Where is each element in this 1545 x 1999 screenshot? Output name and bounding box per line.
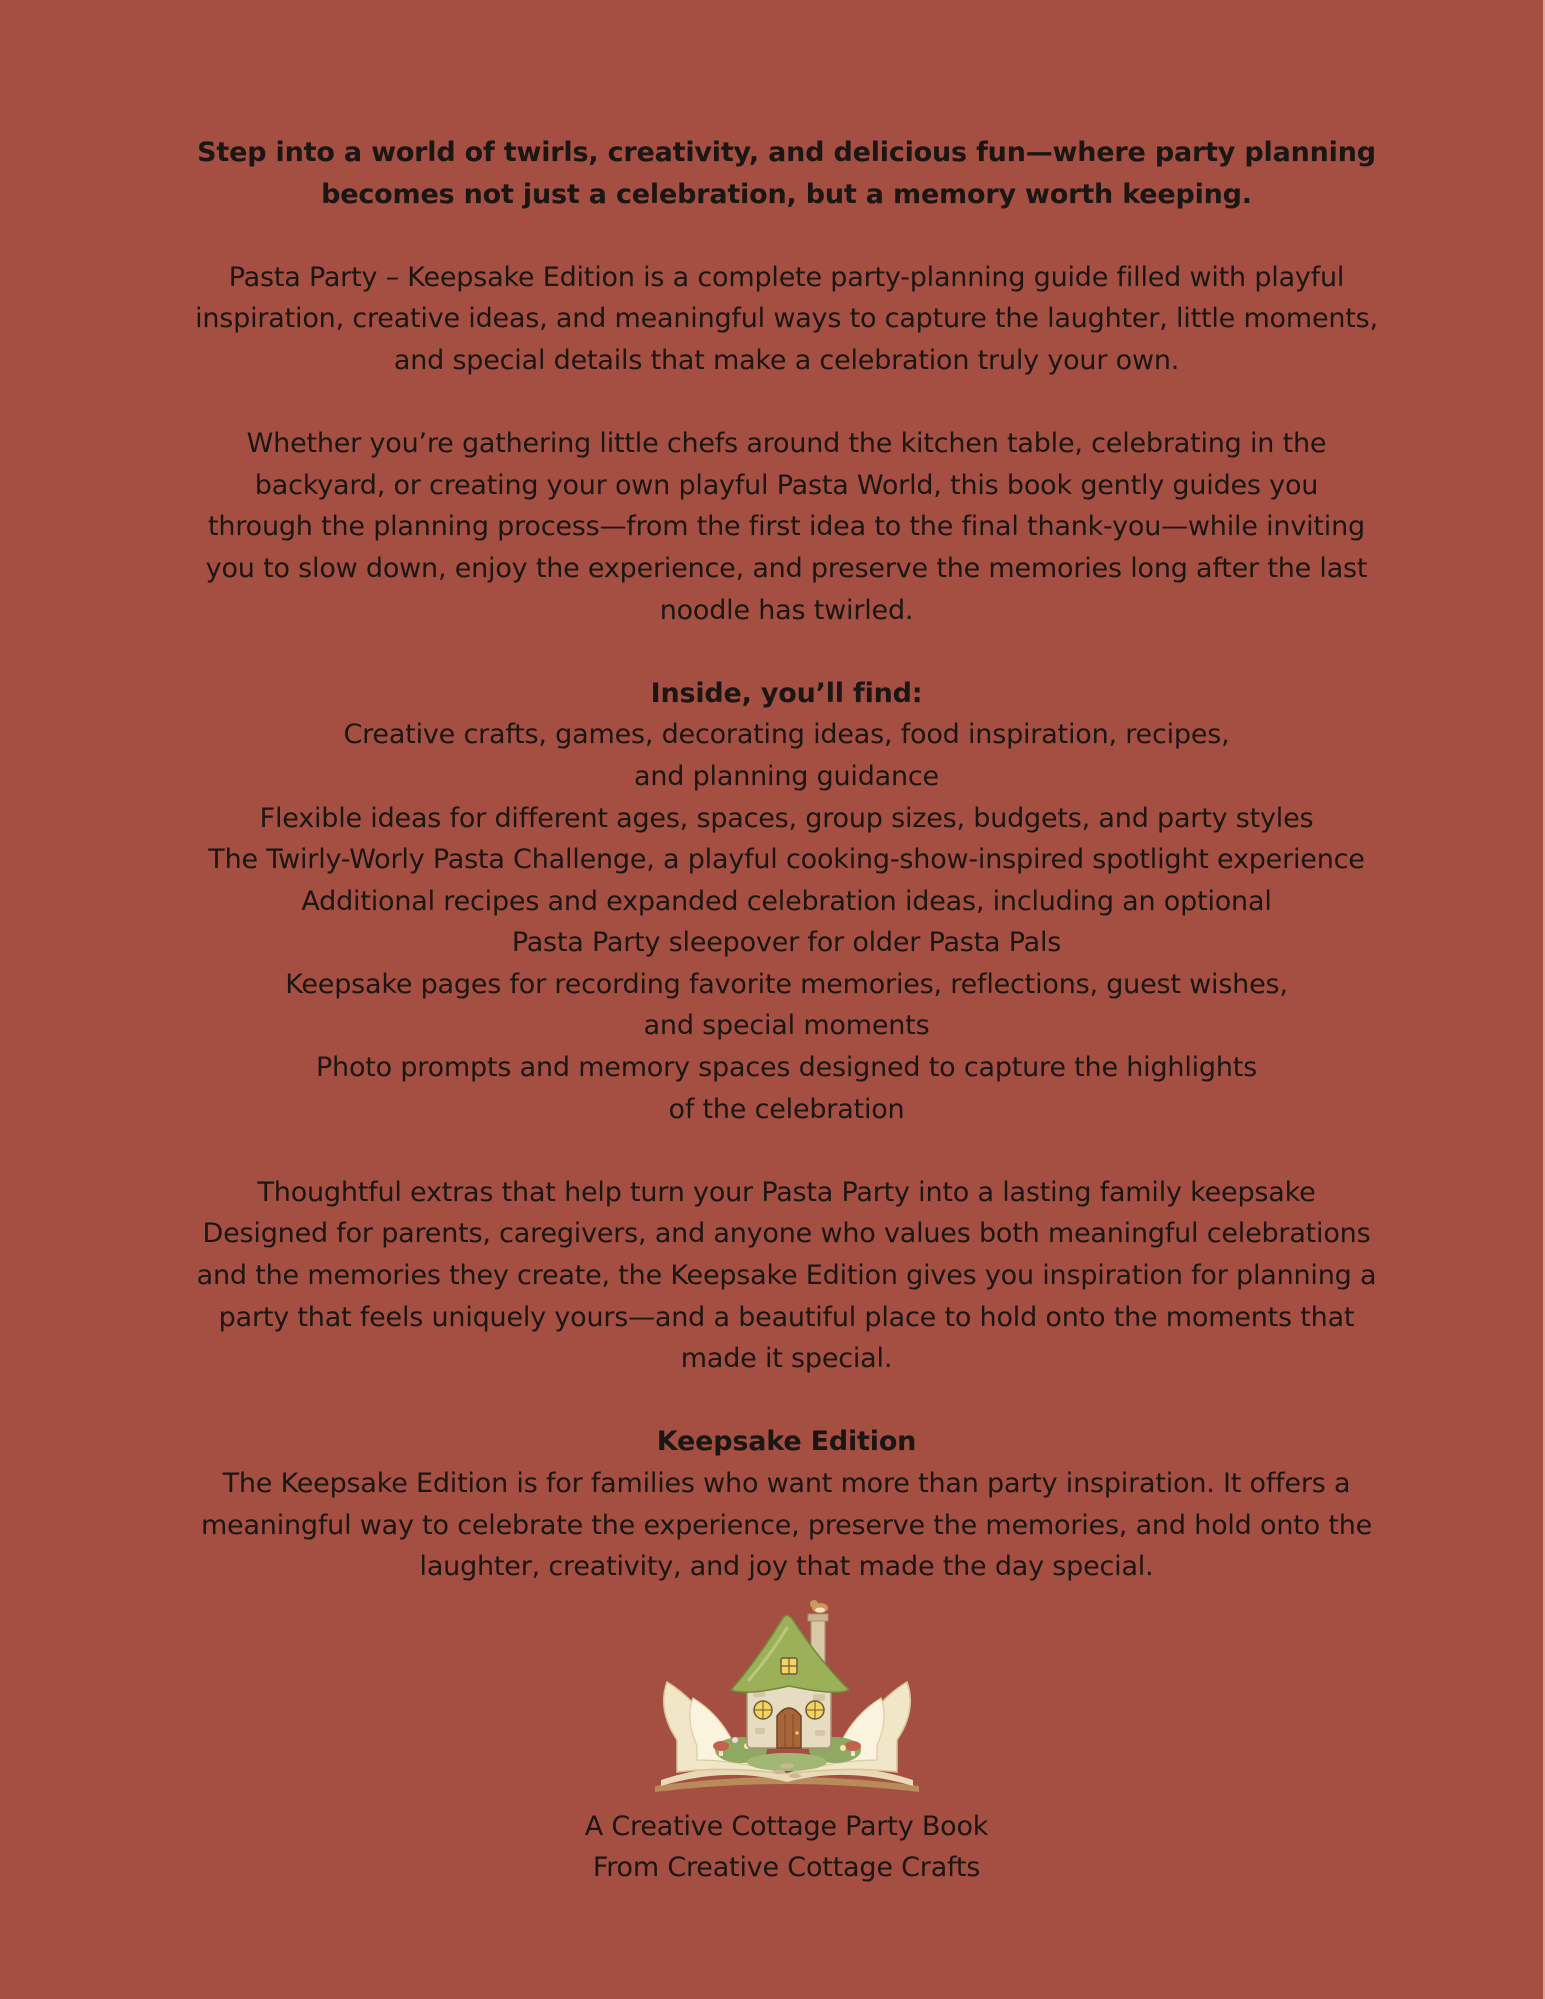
- whether-line-5: noodle has twirled.: [659, 594, 914, 626]
- keepsake-section: [150, 1421, 1423, 1587]
- whether-line-3: through the planning process—from the first idea to the final thank-you—while inviting: [208, 511, 1365, 543]
- keepsake-heading: Keepsake Edition: [656, 1426, 917, 1458]
- inside-item: Keepsake pages for recording favorite memories, reflections, guest wishes,: [285, 968, 1288, 1000]
- whether-section: [150, 423, 1423, 631]
- spacer: [150, 1380, 1423, 1422]
- extras-line-4: party that feels uniquely yours—and a beautiful place to hold onto the moments that: [218, 1301, 1355, 1333]
- description-section: [150, 257, 1423, 382]
- keepsake-line-1: The Keepsake Edition is for families who want more than party inspiration. It offers a: [222, 1468, 1351, 1499]
- extras-line-5: made it special.: [680, 1343, 893, 1375]
- whether-line-4: you to slow down, enjoy the experience, and preserve the memories long after the last: [205, 552, 1368, 584]
- whether-line-2: backyard, or creating your own playful Pasta World, this book gently guides you: [254, 469, 1319, 501]
- intro-line-2: becomes not just a celebration, but a memory worth keeping.: [321, 178, 1252, 210]
- inside-item: Flexible ideas for different ages, spaces, group sizes, budgets, and party styles: [259, 802, 1314, 834]
- intro-line-1: Step into a world of twirls, creativity, and delicious fun—where party planning: [197, 137, 1376, 168]
- whether-line-1: Whether you’re gathering little chefs around the kitchen table, celebrating in the: [246, 428, 1327, 460]
- keepsake-line-2: meaningful way to celebrate the experience, preserve the memories, and hold onto the: [200, 1509, 1373, 1541]
- footer-line-1: A Creative Cottage Party Book: [584, 1810, 989, 1842]
- description-line-1: Pasta Party – Keepsake Edition is a complete party-planning guide filled with playful: [228, 261, 1345, 293]
- spacer: [150, 1130, 1423, 1172]
- inside-item: and special moments: [643, 1010, 930, 1042]
- extras-line-1: Thoughtful extras that help turn your Pasta Party into a lasting family keepsake: [257, 1176, 1316, 1208]
- extras-section: [150, 1172, 1423, 1380]
- intro-section: [150, 132, 1423, 215]
- back-cover: [150, 132, 1423, 1889]
- inside-heading: Inside, you’ll find:: [650, 677, 923, 709]
- cottage-on-open-book-icon: [637, 1590, 937, 1796]
- inside-item: Additional recipes and expanded celebration ideas, including an optional: [301, 885, 1272, 917]
- inside-item: of the celebration: [668, 1093, 905, 1125]
- inside-item: and planning guidance: [634, 760, 939, 792]
- footer-line-2: From Creative Cottage Crafts: [592, 1852, 981, 1884]
- inside-item: Photo prompts and memory spaces designed to capture the highlights: [315, 1052, 1258, 1084]
- inside-section: [150, 673, 1423, 1131]
- spacer: [150, 215, 1423, 257]
- extras-line-2: Designed for parents, caregivers, and anyone who values both meaningful celebrations: [202, 1218, 1371, 1250]
- inside-item: The Twirly-Worly Pasta Challenge, a playful cooking-show-inspired spotlight experience: [208, 844, 1365, 876]
- extras-line-3: and the memories they create, the Keepsake Edition gives you inspiration for planning a: [196, 1260, 1377, 1292]
- description-line-2: inspiration, creative ideas, and meaningful ways to capture the laughter, little moments,: [195, 303, 1378, 335]
- description-line-3: and special details that make a celebration truly your own.: [393, 344, 1180, 376]
- footer-section: [150, 1806, 1423, 1889]
- inside-item: Pasta Party sleepover for older Pasta Pals: [511, 927, 1062, 959]
- spacer: [150, 631, 1423, 673]
- inside-item: Creative crafts, games, decorating ideas, food inspiration, recipes,: [343, 719, 1230, 751]
- keepsake-line-3: laughter, creativity, and joy that made the day special.: [419, 1551, 1154, 1583]
- spacer: [150, 382, 1423, 424]
